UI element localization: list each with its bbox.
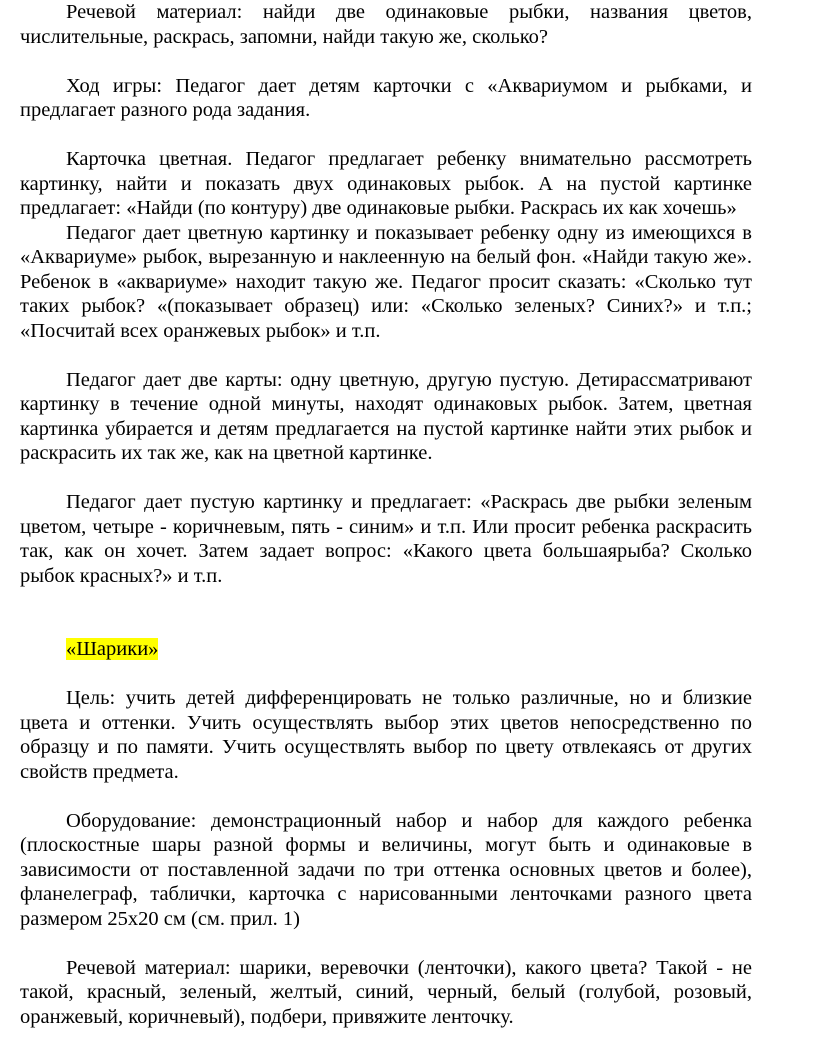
paragraph-game-course: Ход игры: Педагог дает детям карточки с «Аквариумом и рыбками, и предлагает разного рода задания. (20, 74, 752, 121)
section-heading (20, 637, 752, 662)
paragraph-empty-picture: Педагог дает пустую картинку и предлагает: «Раскрась две рыбки зеленым цветом, четыре - коричневым, пять - синим» и т.п. Или просит ребенка раскрасить так, как он хочет. Затем задает вопрос: «Какого цвета большаярыба? Сколько рыбок красных?» и т.п. (20, 491, 752, 587)
paragraph-equipment: Оборудование: демонстрационный набор и набор для каждого ребенка (плоскостные шары разной формы и величины, могут быть и одинаковые в зависимости от поставленной задачи по три оттенка основных цветов и более), фланелеграф, таблички, карточка с нарисованными ленточками разного цвета размером 25х20 см (см. прил. 1) (20, 809, 752, 930)
paragraph-speech-material-fish: Речевой материал: найди две одинаковые рыбки, названия цветов, числительные, раскрась, запомни, найди такую же, сколько? (20, 1, 752, 48)
paragraph-two-cards: Педагог дает две карты: одну цветную, другую пустую. Детирассматривают картинку в течение одной минуты, находят одинаковых рыбок. Затем, цветная картинка убирается и детям предлагается на пустой картинке найти этих рыбок и раскрасить их так же, как на цветной картинке. (20, 368, 752, 464)
paragraph-color-picture: Педагог дает цветную картинку и показывает ребенку одну из имеющихся в «Аквариуме» рыбок, вырезанную и наклеенную на белый фон. «Найди такую же». Ребенок в «аквариуме» находит такую же. Педагог просит сказать: «Сколько тут таких рыбок? «(показывает образец) или: «Сколько зеленых? Синих?» и т.п.; «Посчитай всех оранжевых рыбок» и т.п. (20, 221, 752, 342)
paragraph-goal: Цель: учить детей дифференцировать не только различные, но и близкие цвета и оттенки. Учить осуществлять выбор этих цветов непосредственно по образцу и по памяти. Учить осуществлять выбор по цвету отвлекаясь от других свойств предмета. (20, 687, 752, 783)
heading-highlight: «Шарики» (66, 638, 159, 660)
document-page (20, 0, 752, 1029)
paragraph-color-card: Карточка цветная. Педагог предлагает ребенку внимательно рассмотреть картинку, найти и показать двух одинаковых рыбок. А на пустой картинке предлагает: «Найди (по контуру) две одинаковые рыбки. Раскрась их как хочешь» (20, 148, 752, 219)
paragraph-speech-material-balls: Речевой материал: шарики, веревочки (ленточки), какого цвета? Такой - не такой, красный, зеленый, желтый, синий, черный, белый (голубой, розовый, оранжевый, коричневый), подбери, привяжите ленточку. (20, 956, 752, 1028)
